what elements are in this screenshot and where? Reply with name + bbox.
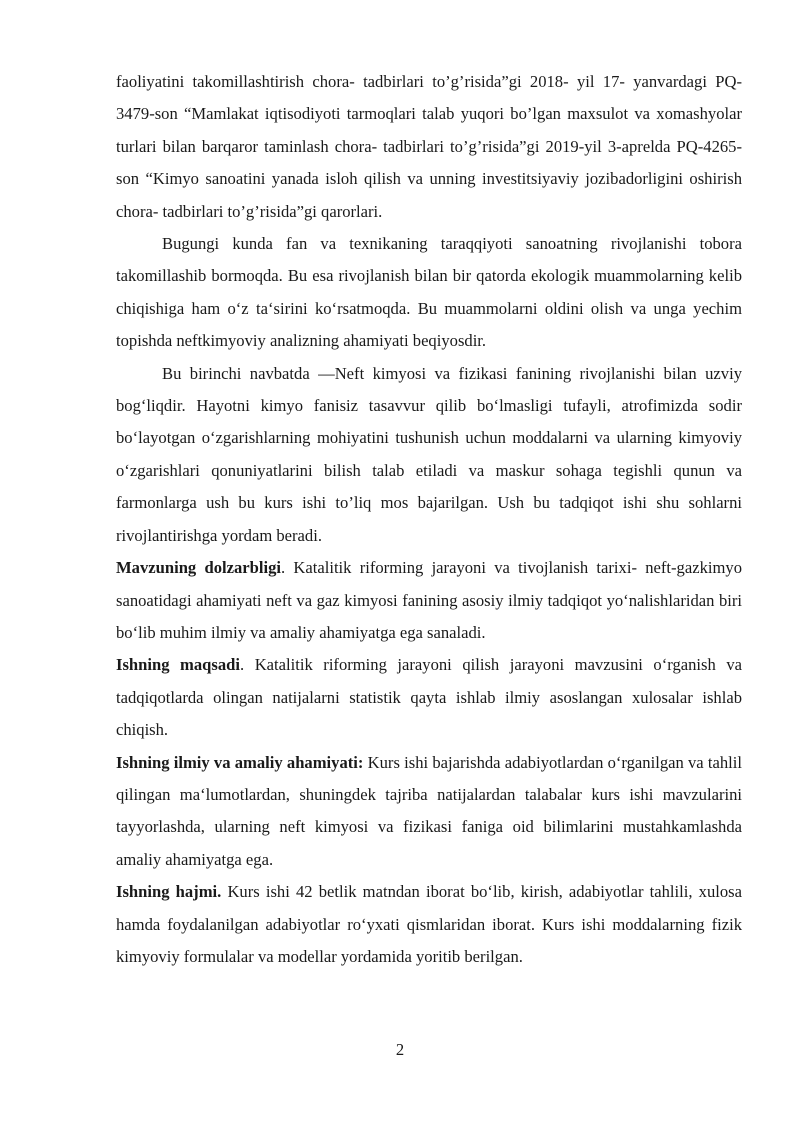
goal-text: . Katalitik riforming jarayoni qilish jarayoni mavzusini o‘rganish va tadqiqotlarda olingan natijalarni statistik qayta ishlab ilmiy asoslangan xulosalar ishlab chiqish.: [116, 655, 742, 740]
page-number: 2: [395, 1040, 405, 1059]
paragraph-chemistry: Bu birinchi navbatda —Neft kimyosi va fizikasi fanining rivojlanishi bilan uzviy bog‘liqdir. Hayotni kimyo fanisiz tasavvur qilib bo‘lmasligi tufayli, atrofimizda sodir bo‘layotgan o‘zgarishlarning mohiyatini tushunish uchun moddalarni va ularning kimyoviy o‘zgarishlari qonuniyatlarini bilish talab etiladi va maskur sohaga tegishli qunun va farmonlarga ush bu kurs ishi to’liq mos bajarilgan. Ush bu tadqiqot ishi shu sohlarni rivojlantirishga yordam beradi.: [116, 363, 742, 545]
relevance-text: . Katalitik riforming jarayoni va tivojlanish tarixi- neft-gazkimyo sanoatidagi ahamiyati neft va gaz kimyosi fanining asosiy ilmiy tadqiqot yo‘nalishlaridan biri bo‘lib muhim ilmiy va amaliy ahamiyatga ega sanaladi.: [116, 558, 742, 642]
goal-heading: Ishning maqsadi: [116, 655, 240, 675]
significance-heading: Ishning ilmiy va amaliy ahamiyati:: [116, 752, 364, 772]
paragraph-goal: [116, 649, 742, 746]
document-page: [116, 66, 742, 973]
paragraph-significance: [116, 747, 742, 877]
significance-text: Kurs ishi bajarishda adabiyotlardan o‘rganilgan va tahlil qilingan ma‘lumotlardan, shuningdek tajriba natijalardan talabalar kurs ishi mavzularini tayyorlashda, ularning neft kimyosi va fizikasi faniga oid bilimlarini mustahkamlashda amaliy ahamiyatga ega.: [116, 752, 742, 869]
volume-text: Kurs ishi 42 betlik matndan iborat bo‘lib, kirish, adabiyotlar tahlili, xulosa hamda foydalanilgan adabiyotlar ro‘yxati qismlaridan iborat. Kurs ishi moddalarning fizik kimyoviy formulalar va modellar yordamida yoritib berilgan.: [116, 882, 742, 966]
paragraph-volume: [116, 876, 742, 973]
paragraph-relevance: [116, 552, 742, 649]
relevance-heading: Mavzuning dolzarbligi: [116, 558, 281, 578]
paragraph-decrees: faoliyatini takomillashtirish chora- tadbirlari to’g’risida”gi 2018- yil 17- yanvardagi PQ-3479-son “Mamlakat iqtisodiyoti tarmoqlari talab yuqori bo’lgan maxsulot va xomashyolar turlari bilan barqaror taminlash chora- tadbirlari to’g’risida”gi 2019-yil 3-aprelda PQ-4265-son “Kimyo sanoatini yanada isloh qilish va unning investitsiyaviy jozibadorligini oshirish chora- tadbirlari to’g’risida”gi qarorlari.: [116, 72, 742, 221]
paragraph-intro: Bugungi kunda fan va texnikaning taraqqiyoti sanoatning rivojlanishi tobora takomillashib bormoqda. Bu esa rivojlanish bilan bir qatorda ekologik muammolarning kelib chiqishiga ham o‘z ta‘sirini ko‘rsatmoqda. Bu muammolarni oldini olish va unga yechim topishda neftkimyoviy analizning ahamiyati beqiyosdir.: [116, 234, 742, 351]
volume-heading: Ishning hajmi.: [116, 882, 222, 902]
